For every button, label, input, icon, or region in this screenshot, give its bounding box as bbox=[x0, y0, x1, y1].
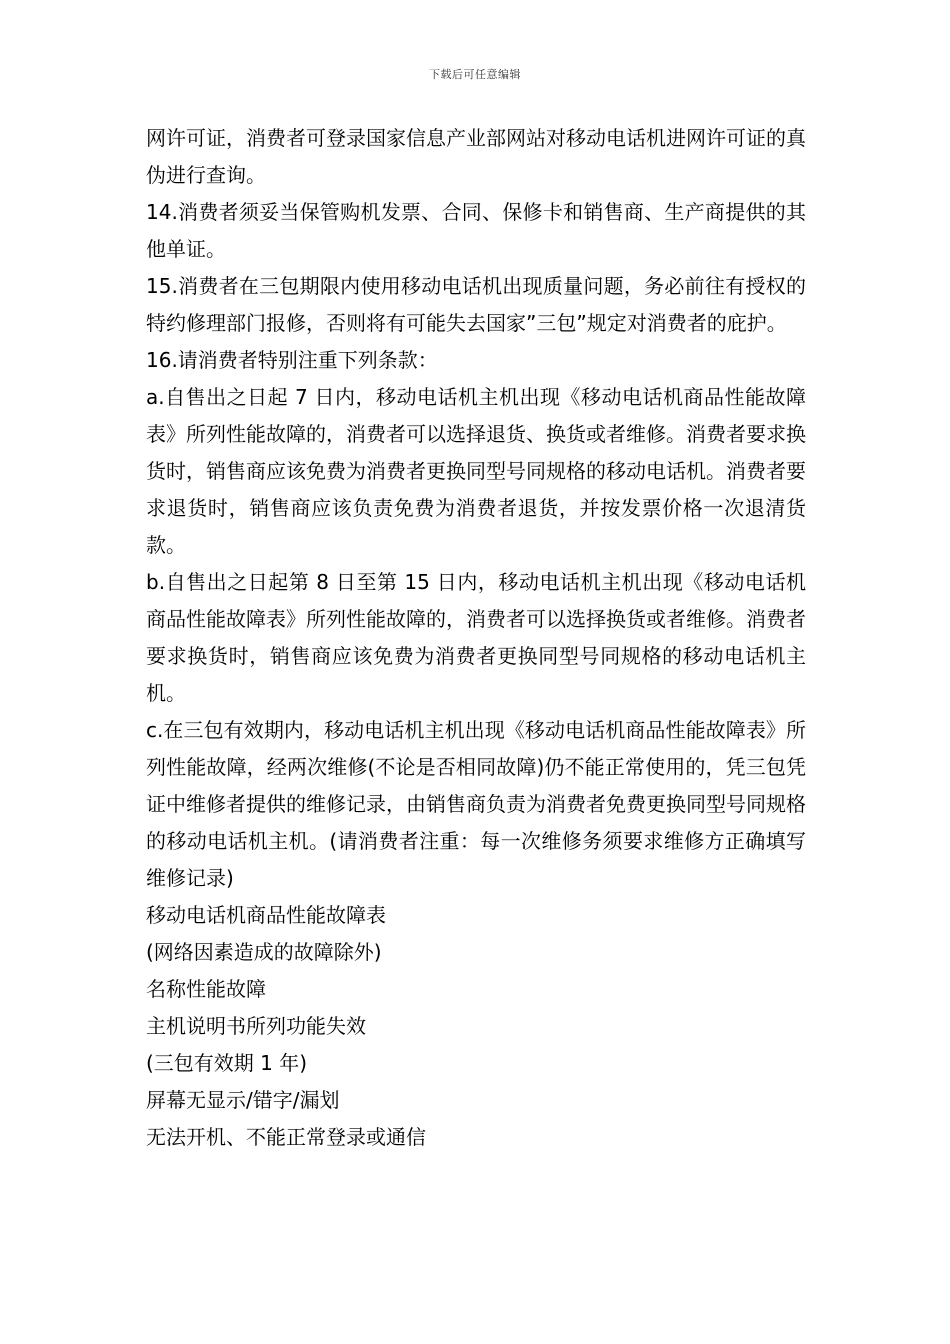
paragraph: b.自售出之日起第 8 日至第 15 日内，移动电话机主机出现《移动电话机商品性能故障表》所列性能故障的，消费者可以选择换货或者维修。消费者要求换货时，销售商应该免费为消费者更换同型号同规格的移动电话机主机。 bbox=[146, 570, 806, 705]
table-item: 无法开机、不能正常登录或通信 bbox=[146, 1125, 426, 1149]
paragraph: c.在三包有效期内，移动电话机主机出现《移动电话机商品性能故障表》所列性能故障，经两次维修(不论是否相同故障)仍不能正常使用的，凭三包凭证中维修者提供的维修记录，由销售商负责为消费者免费更换同型号同规格的移动电话机主机。(请消费者注重：每一次维修务须要求维修方正确填写维修记录) bbox=[146, 718, 806, 890]
table-note: (网络因素造成的故障除外) bbox=[146, 940, 382, 964]
paragraph: 网许可证，消费者可登录国家信息产业部网站对移动电话机进网许可证的真伪进行查询。 bbox=[146, 126, 806, 187]
paragraph: 16.请消费者特别注重下列条款： bbox=[146, 348, 438, 372]
table-title: 移动电话机商品性能故障表 bbox=[146, 903, 386, 927]
document-body bbox=[146, 120, 806, 1156]
paragraph: 14.消费者须妥当保管购机发票、合同、保修卡和销售商、生产商提供的其他单证。 bbox=[146, 200, 806, 261]
table-item: 屏幕无显示/错字/漏划 bbox=[146, 1088, 340, 1112]
table-header: 名称性能故障 bbox=[146, 977, 266, 1001]
paragraph: 15.消费者在三包期限内使用移动电话机出现质量问题，务必前往有授权的特约修理部门报修，否则将有可能失去国家”三包”规定对消费者的庇护。 bbox=[146, 274, 806, 335]
paragraph: a.自售出之日起 7 日内，移动电话机主机出现《移动电话机商品性能故障表》所列性能故障的，消费者可以选择退货、换货或者维修。消费者要求换货时，销售商应该免费为消费者更换同型号同规格的移动电话机。消费者要求退货时，销售商应该负责免费为消费者退货，并按发票价格一次退清货款。 bbox=[146, 385, 806, 557]
table-item: 主机说明书所列功能失效 bbox=[146, 1014, 366, 1038]
table-item: (三包有效期 1 年) bbox=[146, 1051, 308, 1075]
page-header: 下载后可任意编辑 bbox=[429, 68, 521, 81]
